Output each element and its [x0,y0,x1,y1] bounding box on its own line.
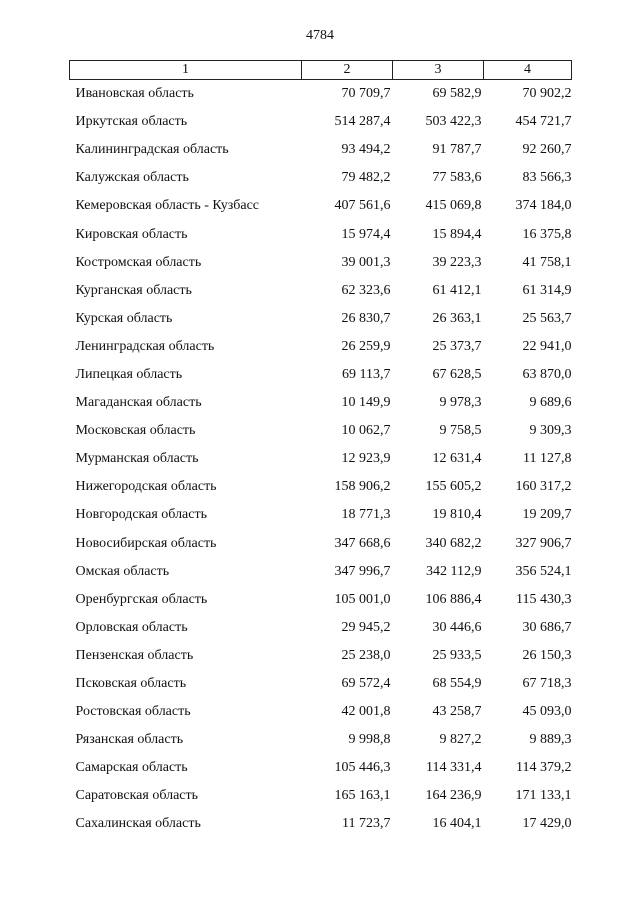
value-col-2: 69 113,7 [342,366,391,382]
value-col-2: 69 572,4 [341,676,391,692]
region-name: Саратовская область [75,788,199,804]
value-col-4: 9 309,3 [529,423,572,439]
value-col-2: 347 668,6 [334,535,391,551]
region-name: Оренбургская область [75,591,208,607]
value-col-3: 342 112,9 [426,563,482,579]
value-col-3: 61 412,1 [432,282,482,298]
table-row [70,726,572,754]
value-col-2: 93 494,2 [341,142,391,158]
value-col-4: 61 314,9 [522,282,572,298]
value-col-3: 12 631,4 [432,451,482,467]
region-name: Орловская область [75,619,188,635]
region-name: Новосибирская область [75,535,217,551]
table-row [70,614,572,642]
value-col-4: 26 150,3 [522,647,572,663]
value-col-4: 11 127,8 [523,451,572,467]
region-name: Омская область [75,563,170,579]
table-row [70,445,572,473]
table-body [70,80,572,839]
table-row [70,220,572,248]
value-col-4: 454 721,7 [515,114,572,130]
column-header-1: 1 [70,61,302,80]
value-col-3: 503 422,3 [425,114,482,130]
region-name: Иркутская область [75,114,188,130]
region-name: Ивановская область [75,86,194,102]
value-col-4: 9 689,6 [529,395,572,411]
budget-table [69,60,572,839]
table-row [70,782,572,810]
value-col-3: 25 933,5 [432,647,482,663]
value-col-2: 70 709,7 [341,86,391,102]
value-col-4: 22 941,0 [522,338,572,354]
value-col-3: 9 978,3 [439,395,482,411]
value-col-4: 171 133,1 [515,788,572,804]
region-name: Курганская область [75,282,192,298]
region-name: Рязанская область [75,732,184,748]
value-col-4: 25 563,7 [522,310,572,326]
value-col-2: 10 149,9 [341,395,391,411]
value-col-4: 67 718,3 [522,676,572,692]
table-row [70,642,572,670]
table-row [70,277,572,305]
value-col-2: 12 923,9 [341,451,391,467]
region-name: Мурманская область [75,451,199,467]
value-col-2: 25 238,0 [341,647,391,663]
region-name: Калужская область [75,170,189,186]
value-col-3: 114 331,4 [426,760,482,776]
value-col-3: 69 582,9 [432,86,482,102]
region-name: Ленинградская область [75,338,215,354]
value-col-3: 30 446,6 [432,619,482,635]
value-col-4: 160 317,2 [515,479,572,495]
value-col-4: 63 870,0 [522,366,572,382]
value-col-4: 45 093,0 [522,704,572,720]
value-col-2: 10 062,7 [341,423,391,439]
value-col-3: 16 404,1 [432,816,482,832]
value-col-2: 15 974,4 [341,226,391,242]
value-col-2: 26 830,7 [341,310,391,326]
table-row [70,192,572,220]
value-col-2: 39 001,3 [341,254,391,270]
value-col-4: 70 902,2 [522,86,572,102]
value-col-3: 164 236,9 [425,788,482,804]
value-col-3: 77 583,6 [432,170,482,186]
value-col-2: 79 482,2 [341,170,391,186]
table-row [70,417,572,445]
value-col-3: 340 682,2 [425,535,482,551]
value-col-4: 16 375,8 [522,226,572,242]
region-name: Нижегородская область [75,479,217,495]
value-col-3: 91 787,7 [432,142,482,158]
value-col-3: 25 373,7 [432,338,482,354]
table-row [70,164,572,192]
value-col-3: 26 363,1 [432,310,482,326]
region-name: Ростовская область [75,704,191,720]
value-col-3: 415 069,8 [425,198,482,214]
table-row [70,136,572,164]
region-name: Пензенская область [75,647,194,663]
table-row [70,530,572,558]
value-col-4: 30 686,7 [522,619,572,635]
value-col-2: 42 001,8 [341,704,391,720]
value-col-2: 26 259,9 [341,338,391,354]
value-col-2: 18 771,3 [341,507,391,523]
page-number: 4784 [306,28,334,43]
region-name: Московская область [75,423,196,439]
table-row [70,249,572,277]
region-name: Калининградская область [75,142,229,158]
value-col-3: 68 554,9 [432,676,482,692]
region-name: Липецкая область [75,366,183,382]
value-col-2: 407 561,6 [334,198,391,214]
value-col-2: 62 323,6 [341,282,391,298]
table-header [70,61,572,80]
value-col-4: 327 906,7 [515,535,572,551]
region-name: Псковская область [75,676,187,692]
table-row [70,698,572,726]
value-col-3: 67 628,5 [432,366,482,382]
value-col-2: 347 996,7 [334,563,391,579]
region-name: Новгородская область [75,507,207,523]
value-col-2: 11 723,7 [342,816,391,832]
region-name: Кемеровская область - Кузбасс [75,198,260,214]
table-row [70,80,572,109]
region-name: Курская область [75,310,173,326]
value-col-3: 155 605,2 [425,479,482,495]
table-row [70,670,572,698]
region-name: Кировская область [75,226,188,242]
value-col-4: 114 379,2 [516,760,572,776]
value-col-3: 106 886,4 [425,591,482,607]
value-col-2: 514 287,4 [334,114,391,130]
table-row [70,473,572,501]
table-row [70,586,572,614]
table-row [70,108,572,136]
table-row [70,810,572,838]
value-col-4: 17 429,0 [522,816,572,832]
value-col-2: 105 001,0 [334,591,391,607]
table-row [70,501,572,529]
region-name: Самарская область [75,760,188,776]
value-col-2: 158 906,2 [334,479,391,495]
table-row [70,558,572,586]
value-col-2: 29 945,2 [341,619,391,635]
value-col-2: 165 163,1 [334,788,391,804]
value-col-2: 9 998,8 [348,732,391,748]
column-header-4: 4 [484,61,572,80]
column-header-2: 2 [302,61,393,80]
value-col-2: 105 446,3 [334,760,391,776]
value-col-4: 115 430,3 [516,591,572,607]
value-col-3: 15 894,4 [432,226,482,242]
table-row [70,361,572,389]
value-col-3: 9 758,5 [439,423,482,439]
column-header-3: 3 [393,61,484,80]
value-col-4: 83 566,3 [522,170,572,186]
value-col-4: 9 889,3 [529,732,572,748]
table-row [70,333,572,361]
value-col-3: 43 258,7 [432,704,482,720]
value-col-4: 92 260,7 [522,142,572,158]
value-col-4: 356 524,1 [515,563,572,579]
region-name: Сахалинская область [75,816,201,832]
value-col-3: 39 223,3 [432,254,482,270]
table-row [70,305,572,333]
header-row [70,61,572,80]
region-name: Магаданская область [75,395,202,411]
region-name: Костромская область [75,254,202,270]
value-col-4: 374 184,0 [515,198,572,214]
value-col-3: 19 810,4 [432,507,482,523]
table-row [70,389,572,417]
value-col-4: 41 758,1 [522,254,572,270]
value-col-3: 9 827,2 [439,732,482,748]
table-row [70,754,572,782]
value-col-4: 19 209,7 [522,507,572,523]
